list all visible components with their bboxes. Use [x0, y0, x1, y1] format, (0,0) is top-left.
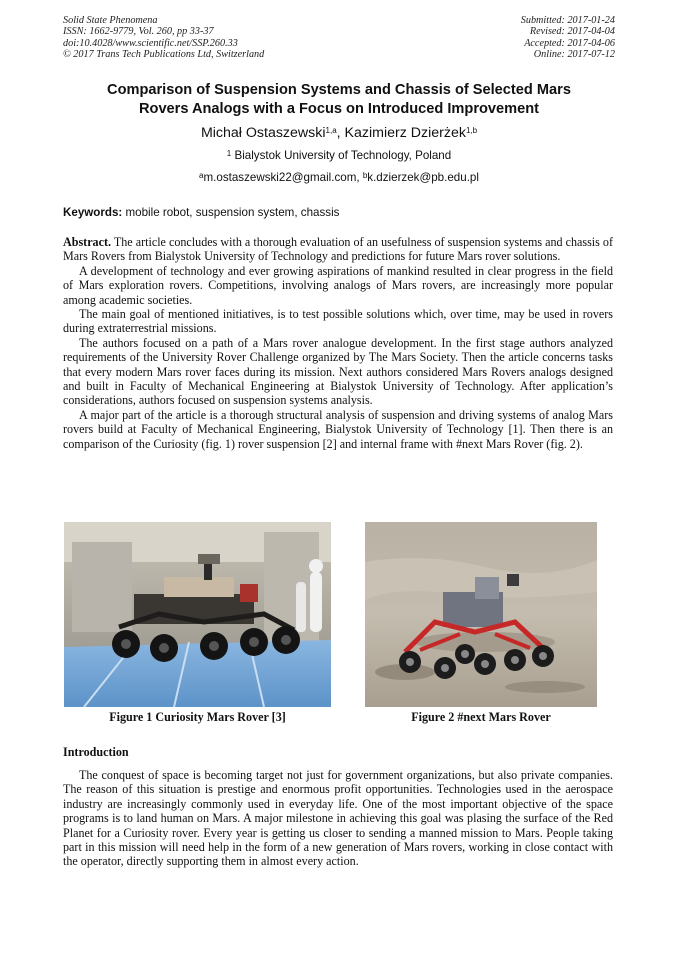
doi: doi:10.4028/www.scientific.net/SSP.260.33 [63, 37, 238, 49]
abstract-p2: The main goal of mentioned initiatives, is to test possible solutions which, over time, may be used in rovers during extraterrestrial missions. [63, 307, 613, 336]
email-separator: , [356, 171, 363, 184]
dates-header [521, 15, 615, 60]
abstract-p4: A major part of the article is a thorough structural analysis of suspension and driving systems of analog Mars rovers build at Faculty of Mechanical Engineering, Bialystok University of Technology [1]. Then there is an comparison of the Curiosity (fig. 1) rover suspension [2] and internal frame with #next Mars Rover (fig. 2). [63, 407, 613, 451]
abstract-p3: The authors focused on a path of a Mars rover analogue development. In the first stage authors analyzed requirements of the University Rover Challenge organized by The Mars Society. Then the article concerns tasks that every modern Mars rover faces during its mission. Next authors considered Mars Rovers analogs designed and built in Faculty of Mechanical Engineering at Bialystok University of Technology. After application’s considerations, authors focused on suspension systems analysis. [63, 335, 613, 408]
curiosity-rover-photo [64, 522, 331, 707]
affiliation-text: Bialystok University of Technology, Poland [231, 149, 452, 162]
figure-2-caption: Figure 2 #next Mars Rover [411, 710, 551, 724]
journal-header [63, 15, 264, 60]
accepted-date: Accepted: 2017-04-06 [524, 37, 615, 49]
abstract-p1: A development of technology and ever growing aspirations of mankind resulted in clear progress in the field of Mars exploration rovers. Competitions, involving analogs of Mars rovers, are increasingly more popular among academic societies. [63, 263, 613, 307]
emails [40, 171, 638, 185]
next-mars-rover-photo [365, 522, 597, 707]
submitted-date: Submitted: 2017-01-24 [520, 15, 615, 26]
title-line-1: Comparison of Suspension Systems and Chassis of Selected Mars [107, 82, 571, 98]
title-line-2: Rovers Analogs with a Focus on Introduced Improvement [138, 101, 540, 117]
revised-date: Revised: 2017-04-04 [529, 26, 615, 38]
email-b-sup: b [362, 171, 368, 180]
author-1-affil: 1,a [325, 126, 337, 135]
paper-title [40, 81, 638, 119]
section-heading-introduction: Introduction [63, 745, 129, 759]
email-b[interactable]: k.dzierzek@pb.edu.pl [367, 171, 479, 184]
introduction-body [63, 768, 613, 869]
keywords-label: Keywords: [63, 206, 123, 219]
figure-2-image [365, 522, 597, 707]
email-a[interactable]: m.ostaszewski22@gmail.com [203, 171, 357, 184]
issn: ISSN: 1662-9779, Vol. 260, pp 33-37 [63, 26, 214, 38]
figure-1-image [64, 522, 331, 707]
figures [63, 522, 613, 732]
author-1: Michał Ostaszewski [200, 125, 326, 141]
author-separator: , [336, 125, 345, 141]
keywords-text: mobile robot, suspension system, chassis [122, 206, 340, 219]
email-a-sup: a [199, 171, 204, 180]
authors [40, 124, 638, 142]
author-2-affil: 1,b [465, 126, 478, 135]
affiliation-sup: 1 [226, 149, 232, 158]
abstract-label: Abstract. [63, 235, 112, 249]
introduction-p1: The conquest of space is becoming target not just for government organizations, but also private companies. The reason of this situation is prestige and enormous profit opportunities. Technologies used in the aerospace industry are increasingly commonly used in everyday life. One of the most important objective of the space programs is to land human on Mars. A major milestone in achieving this goal was plasing the surface of the Red Planet for a Curiosity rover. Every year is getting us closer to sending a manned mission to Mars. People taking part in this mission will need help in the form of a new generation of Mars rovers, working in close contact with the operator, directly supporting them in almost every action. [63, 768, 613, 869]
copyright: © 2017 Trans Tech Publications Ltd, Switzerland [63, 48, 265, 60]
figure-1-caption: Figure 1 Curiosity Mars Rover [3] [109, 710, 286, 724]
journal-name: Solid State Phenomena [63, 15, 158, 26]
keywords [63, 206, 339, 219]
abstract [63, 235, 613, 451]
abstract-p0-text: The article concludes with a thorough evaluation of an usefulness of suspension systems and chassis of Mars Rovers from Bialystok University of Technology and predictions for future Mars rover solutions. [63, 235, 613, 264]
abstract-p0 [63, 235, 613, 264]
online-date: Online: 2017-07-12 [533, 48, 615, 60]
affiliation [40, 149, 638, 163]
author-2: Kazimierz Dzierżek [344, 125, 466, 141]
